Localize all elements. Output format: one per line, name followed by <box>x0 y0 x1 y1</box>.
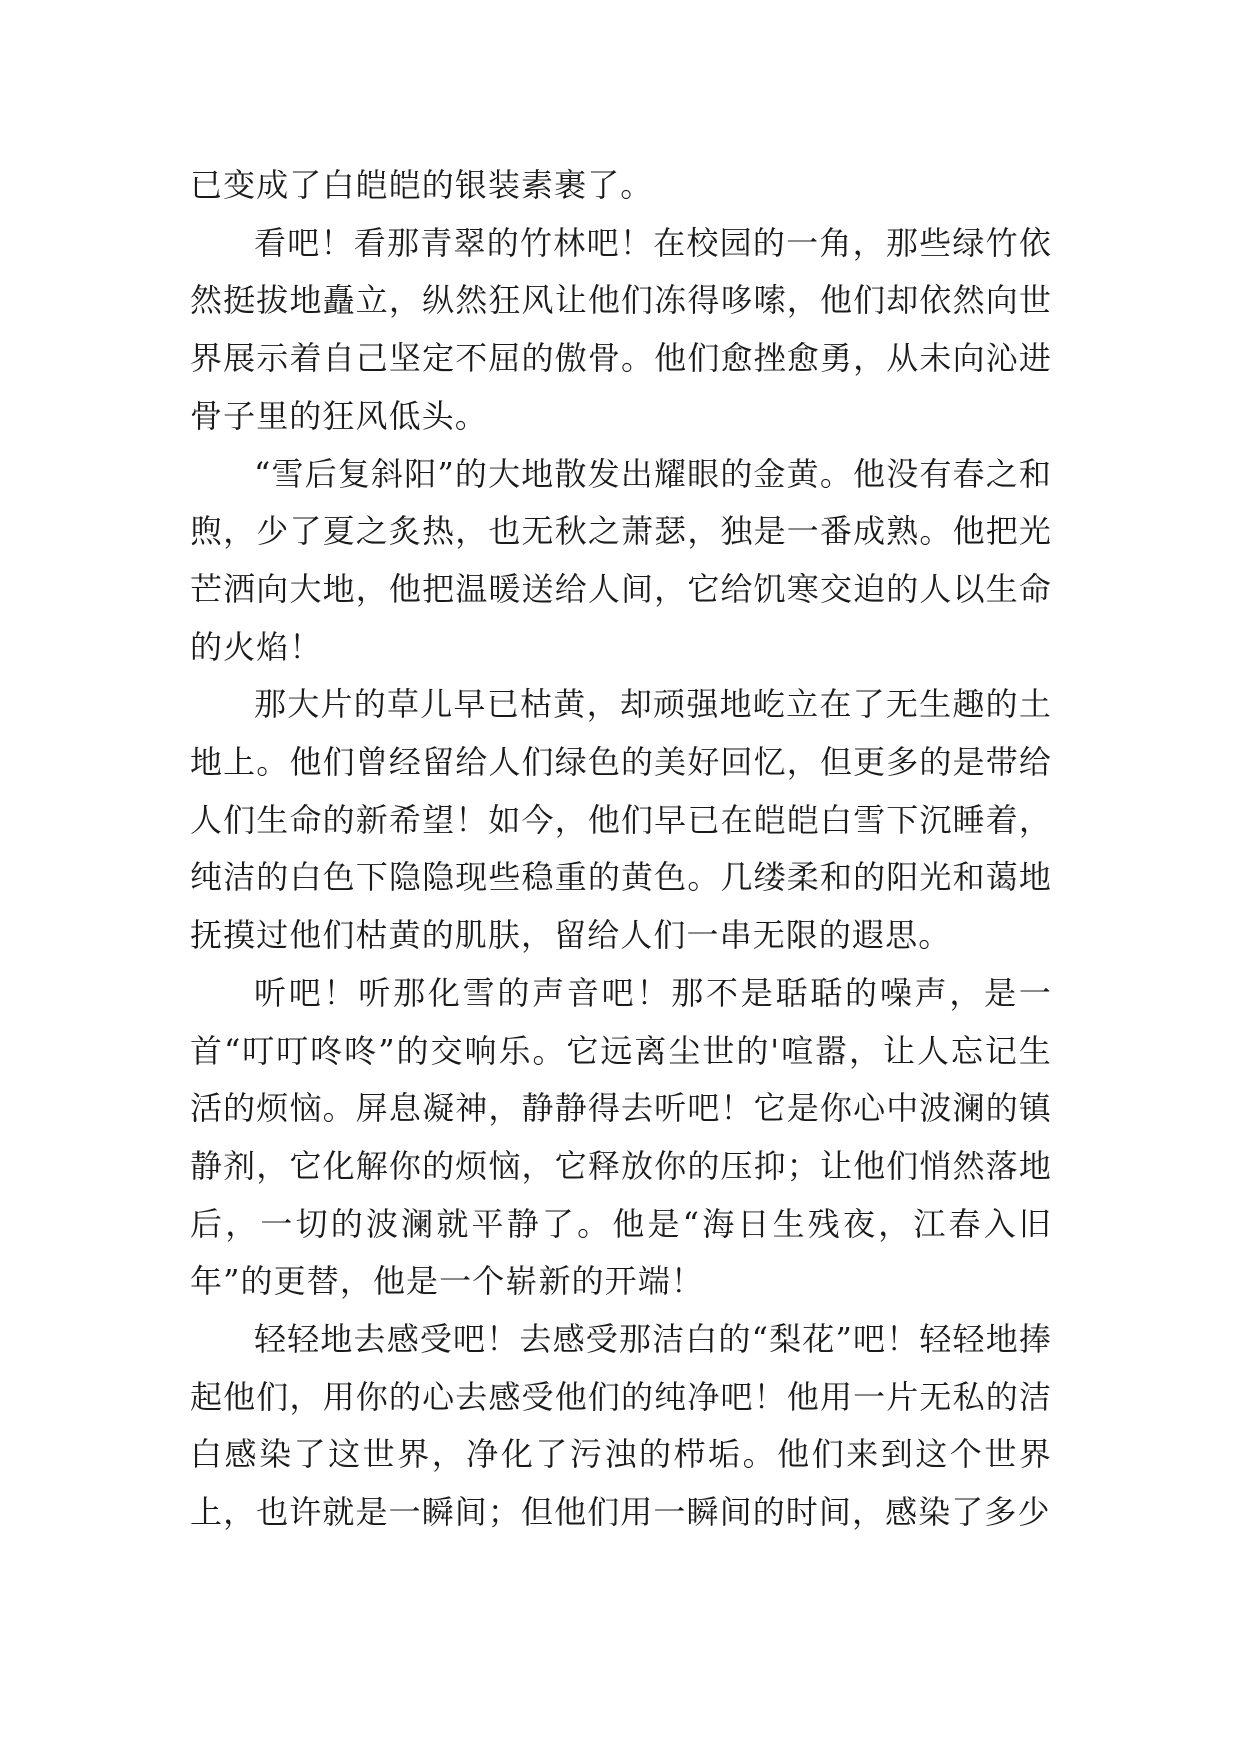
document-body <box>190 157 1052 1542</box>
paragraph-4: 那大片的草儿早已枯黄，却顽强地屹立在了无生趣的土地上。他们曾经留给人们绿色的美好回忆，但更多的是带给人们生命的新希望！如今，他们早已在皑皑白雪下沉睡着，纯洁的白色下隐隐现些稳重的黄色。几缕柔和的阳光和蔼地抚摸过他们枯黄的肌肤，留给人们一串无限的遐思。 <box>190 685 1052 955</box>
paragraph-5: 听吧！听那化雪的声音吧！那不是聒聒的噪声，是一首“叮叮咚咚”的交响乐。它远离尘世的'喧嚣，让人忘记生活的烦恼。屏息凝神，静静得去听吧！它是你心中波澜的镇静剂，它化解你的烦恼，它释放你的压抑；让他们悄然落地后，一切的波澜就平静了。他是“海日生残夜，江春入旧年”的更替，他是一个崭新的开端！ <box>190 973 1052 1301</box>
paragraph-2: 看吧！看那青翠的竹林吧！在校园的一角，那些绿竹依然挺拔地矗立，纵然狂风让他们冻得哆嗦，他们却依然向世界展示着自己坚定不屈的傲骨。他们愈挫愈勇，从未向沁进骨子里的狂风低头。 <box>190 223 1052 435</box>
paragraph-1: 已变成了白皑皑的银装素裹了。 <box>190 166 654 204</box>
paragraph-3: “雪后复斜阳”的大地散发出耀眼的金黄。他没有春之和煦，少了夏之炙热，也无秋之萧瑟，独是一番成熟。他把光芒洒向大地，他把温暖送给人间，它给饥寒交迫的人以生命的火焰！ <box>190 454 1052 666</box>
paragraph-6: 轻轻地去感受吧！去感受那洁白的“梨花”吧！轻轻地捧起他们，用你的心去感受他们的纯净吧！他用一片无私的洁白感染了这世界，净化了污浊的栉垢。他们来到这个世界上，也许就是一瞬间；但他们用一瞬间的时间，感染了多少 <box>190 1320 1052 1532</box>
